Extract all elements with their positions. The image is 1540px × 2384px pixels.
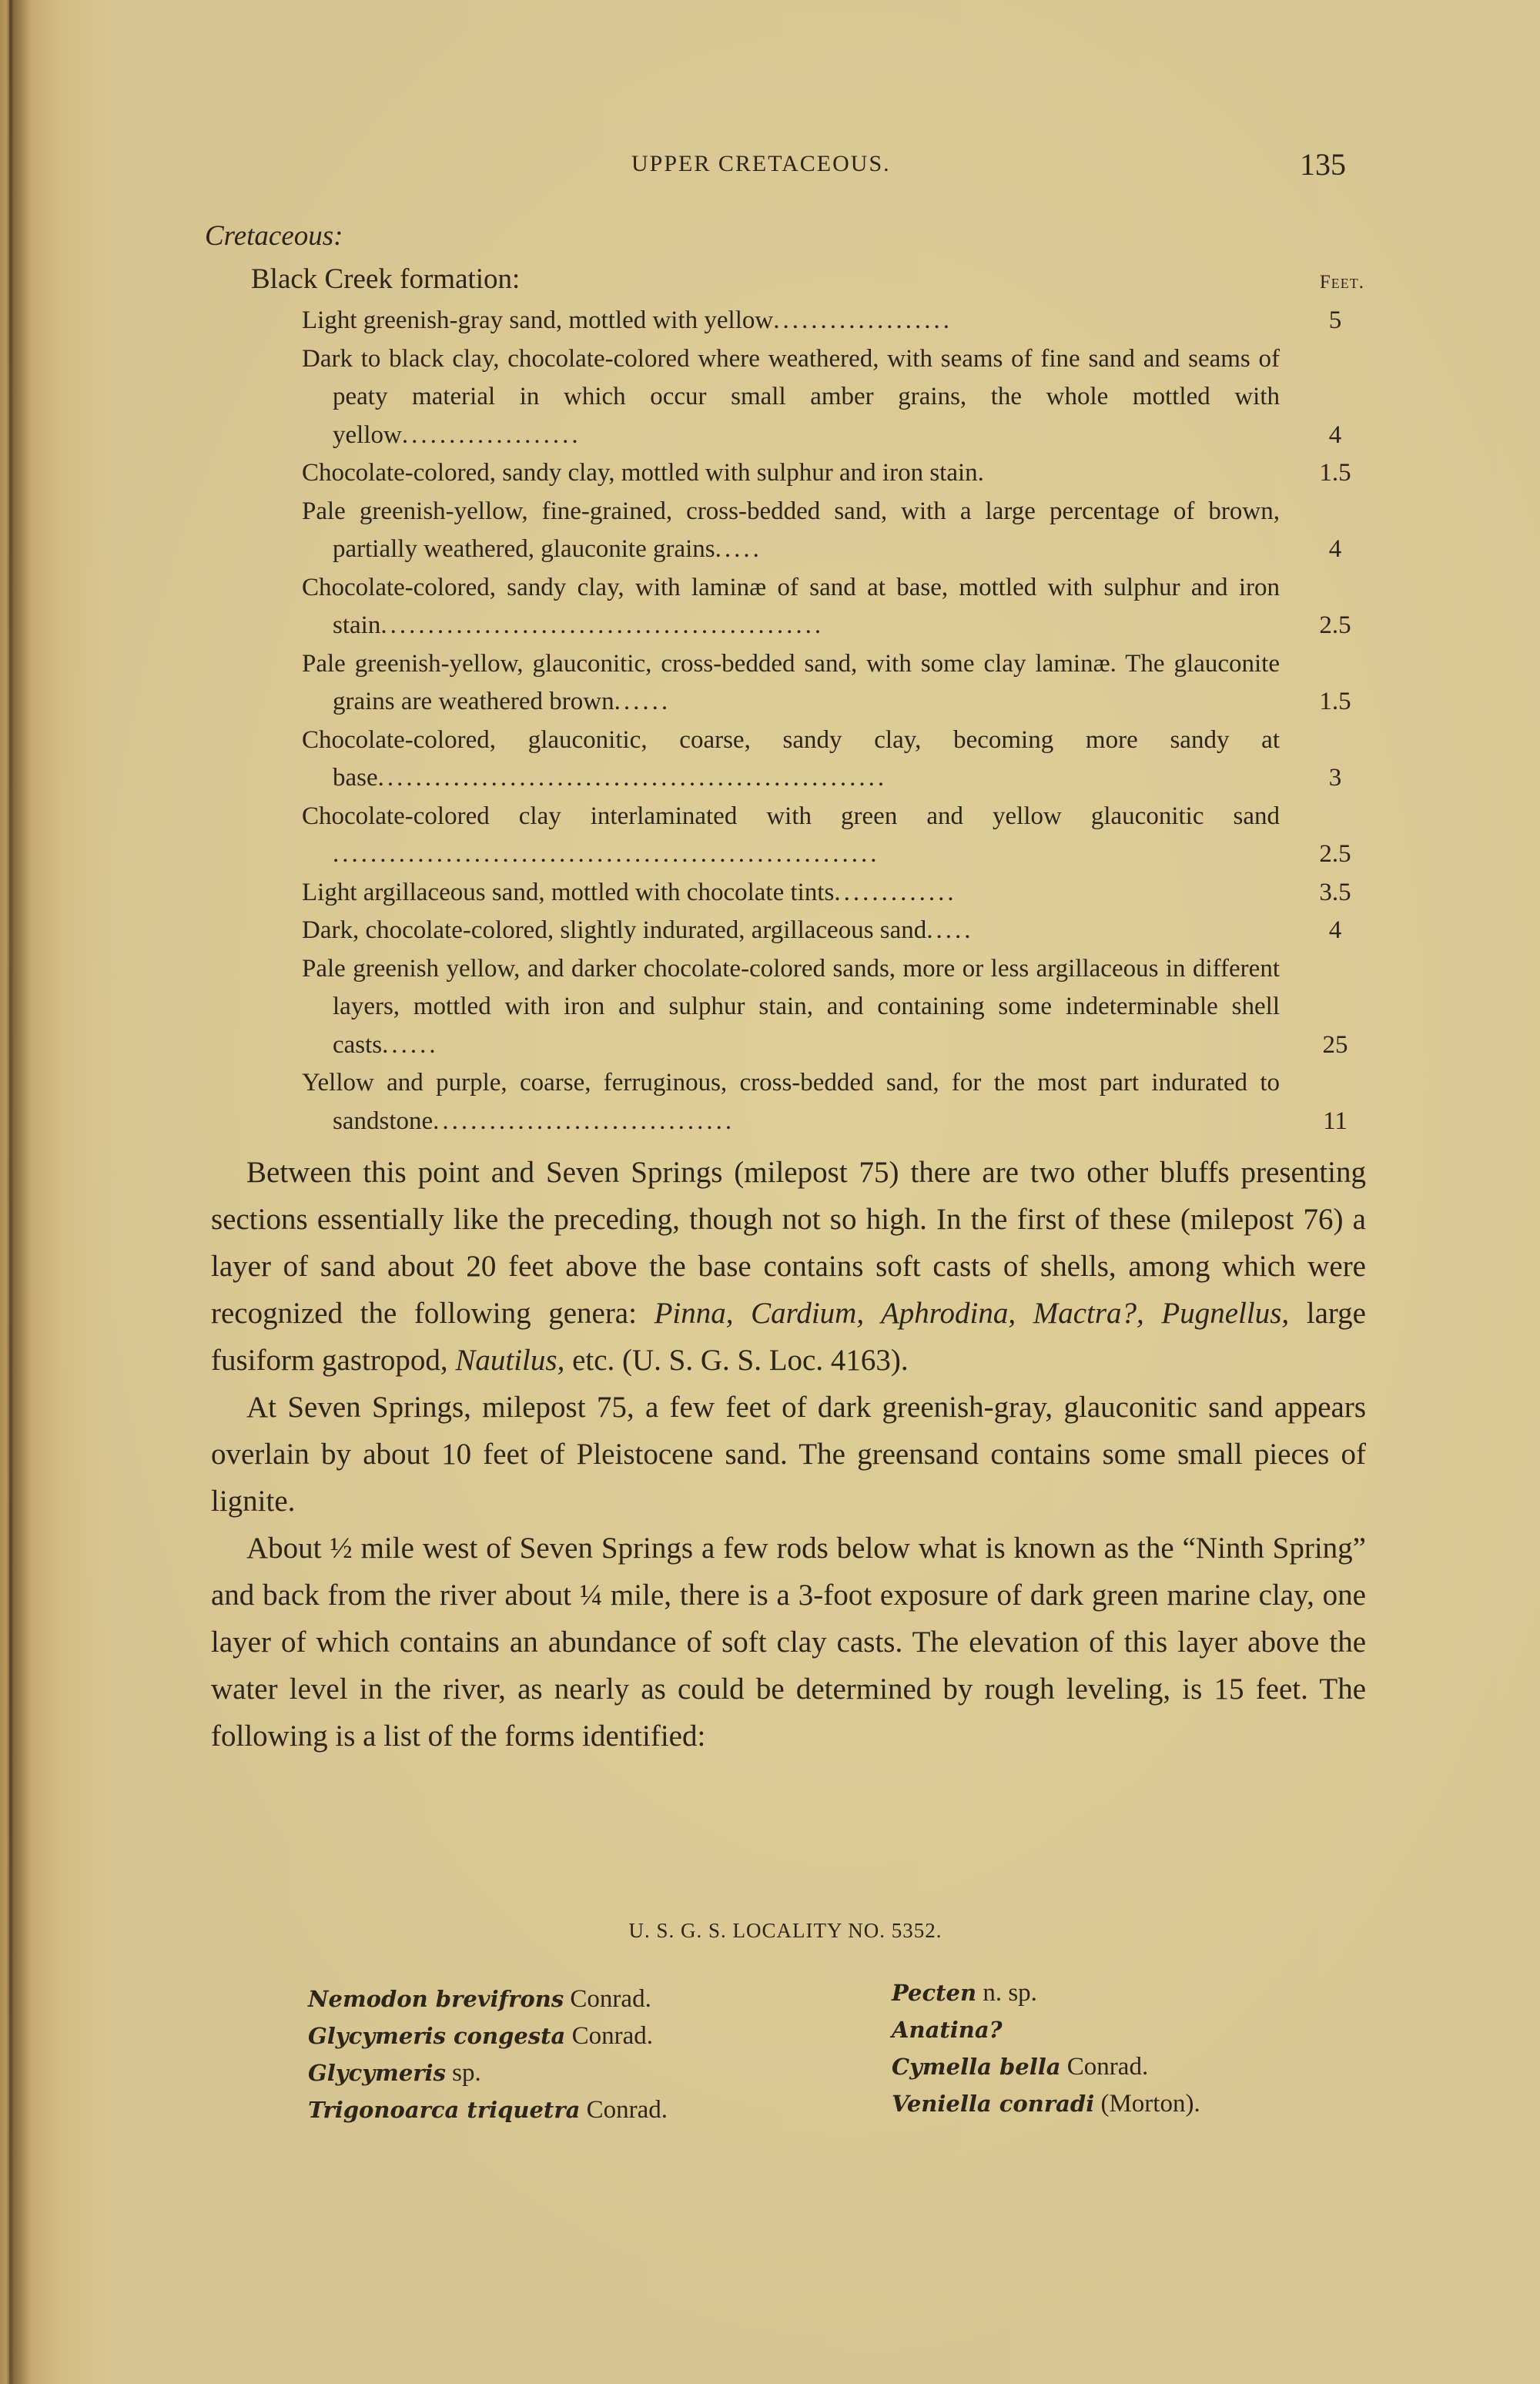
running-title: UPPER CRETACEOUS. (631, 151, 891, 176)
stratum-description: Chocolate-colored clay interlaminated with green and yellow glauconitic sand .......................................................... (302, 802, 1280, 868)
stratum-thickness: 2.5 (1319, 840, 1351, 868)
stratum-description: Chocolate-colored, sandy clay, with laminæ of sand at base, mottled with sulphur and iron stain............................................... (302, 573, 1280, 639)
stratum-thickness: 1.5 (1319, 459, 1351, 487)
dot-leader: ...... (614, 688, 671, 715)
stratum-row (205, 302, 1360, 340)
stratum-thickness: 2.5 (1319, 611, 1351, 639)
formation-name: Black Creek formation: (251, 263, 521, 295)
stratum-row (205, 912, 1360, 950)
fossil-list-right (892, 1974, 1200, 2122)
strata-list (205, 302, 1360, 1140)
stratum-row (205, 950, 1360, 1065)
paragraph-ninth-spring: About ½ mile west of Seven Springs a few rods below what is known as the “Ninth Spring” and back from the river about ¼ mile, there is a 3-foot exposure of dark green marine clay, one layer of which contains an abundance of soft clay casts. The elevation of this layer above the water level in the river, as nearly as could be determined by rough leveling, is 15 feet. The following is a list of the forms identified: (211, 1532, 1366, 1753)
section-heading: Cretaceous: (205, 220, 343, 252)
dot-leader: ............. (834, 878, 957, 906)
formation-row (205, 260, 1364, 302)
stratum-thickness: 3.5 (1319, 878, 1351, 906)
dot-leader: ..... (926, 916, 974, 944)
stratum-row (205, 874, 1360, 912)
fossil-item: Glycymeris congesta Conrad. (308, 2022, 653, 2050)
stratum-thickness: 5 (1328, 306, 1342, 334)
stratum-description: Dark to black clay, chocolate-colored where weathered, with seams of fine sand and seams of peaty material in which occur small amber grains, the whole mottled with yellow................... (302, 344, 1280, 449)
stratum-thickness: 3 (1328, 764, 1342, 792)
stratum-description: Pale greenish-yellow, fine-grained, cross-bedded sand, with a large percentage of brown, partially weathered, glauconite grains..... (302, 497, 1280, 563)
feet-column-header: Feet. (1319, 272, 1364, 293)
running-head (0, 146, 1540, 193)
stratum-thickness: 25 (1322, 1030, 1348, 1059)
fossil-item: Cymella bella Conrad. (892, 2053, 1149, 2081)
body-text (211, 1149, 1366, 1760)
page-number: 135 (1300, 147, 1346, 182)
stratum-row (205, 645, 1360, 722)
fossil-item: Glycymeris sp. (308, 2059, 481, 2087)
dot-leader: ................................ (433, 1107, 735, 1135)
stratum-description: Light greenish-gray sand, mottled with yellow................... (302, 306, 952, 334)
paragraph-seven-springs: At Seven Springs, milepost 75, a few feet of dark greenish-gray, glauconitic sand appears overlain by about 10 feet of Pleistocene sand. The greensand contains some small pieces of lignite. (211, 1391, 1366, 1518)
stratum-description: Dark, chocolate-colored, slightly indurated, argillaceous sand..... (302, 916, 974, 944)
stratum-row (205, 454, 1360, 493)
stratum-row (205, 493, 1360, 569)
fossil-list-left (308, 1981, 668, 2128)
locality-heading: U. S. G. S. LOCALITY NO. 5352. (628, 1919, 942, 1942)
fossil-item: Trigonoarca triquetra Conrad. (308, 2096, 668, 2124)
stratum-description: Chocolate-colored, sandy clay, mottled with sulphur and iron stain. (302, 459, 984, 487)
stratum-row (205, 1064, 1360, 1140)
stratum-thickness: 4 (1328, 916, 1342, 944)
stratum-thickness: 1.5 (1319, 688, 1351, 715)
dot-leader: ............................................... (380, 611, 825, 639)
dot-leader: ..... (715, 535, 762, 563)
stratum-thickness: 11 (1323, 1107, 1348, 1135)
stratigraphic-section (205, 217, 1364, 1140)
stratum-description: Light argillaceous sand, mottled with chocolate tints............. (302, 878, 957, 906)
dot-leader: ...................................................... (377, 764, 888, 792)
stratum-row (205, 722, 1360, 798)
fossil-item: Anatina? (892, 2017, 1003, 2043)
dot-leader: .......................................................... (333, 840, 880, 868)
binding-edge (9, 0, 12, 2384)
fossil-item: Nemodon brevifrons Conrad. (308, 1985, 651, 2013)
paragraph-bluffs: Between this point and Seven Springs (milepost 75) there are two other bluffs presenting sections essentially like the preceding, though not so high. In the first of these (milepost 76) a layer of sand about 20 feet above the base contains soft casts of shells, among which were recognized the following genera: Pinna, Cardium, Aphrodina, Mactra?, Pugnellus, large fusiform gastropod, Nautilus, etc. (U. S. G. S. Loc. 4163). (211, 1156, 1366, 1377)
stratum-description: Pale greenish yellow, and darker chocolate-colored sands, more or less argillaceous in different layers, mottled with iron and sulphur stain, and containing some indeterminable shell casts...... (302, 954, 1280, 1059)
stratum-row (205, 569, 1360, 645)
dot-leader: ................... (401, 420, 581, 449)
stratum-thickness: 4 (1328, 420, 1342, 449)
stratum-description: Pale greenish-yellow, glauconitic, cross-bedded sand, with some clay laminæ. The glauconite grains are weathered brown...... (302, 649, 1280, 715)
fossil-item: Pecten n. sp. (892, 1979, 1037, 2007)
dot-leader: ...... (382, 1030, 439, 1059)
stratum-row (205, 798, 1360, 874)
fossil-item: Veniella conradi (Morton). (892, 2090, 1200, 2118)
dot-leader: ................... (773, 306, 952, 334)
stratum-row (205, 340, 1360, 455)
stratum-thickness: 4 (1328, 535, 1342, 563)
stratum-description: Chocolate-colored, glauconitic, coarse, sandy clay, becoming more sandy at base...................................................... (302, 725, 1280, 792)
stratum-description: Yellow and purple, coarse, ferruginous, cross-bedded sand, for the most part indurated to sandstone................................ (302, 1069, 1280, 1135)
